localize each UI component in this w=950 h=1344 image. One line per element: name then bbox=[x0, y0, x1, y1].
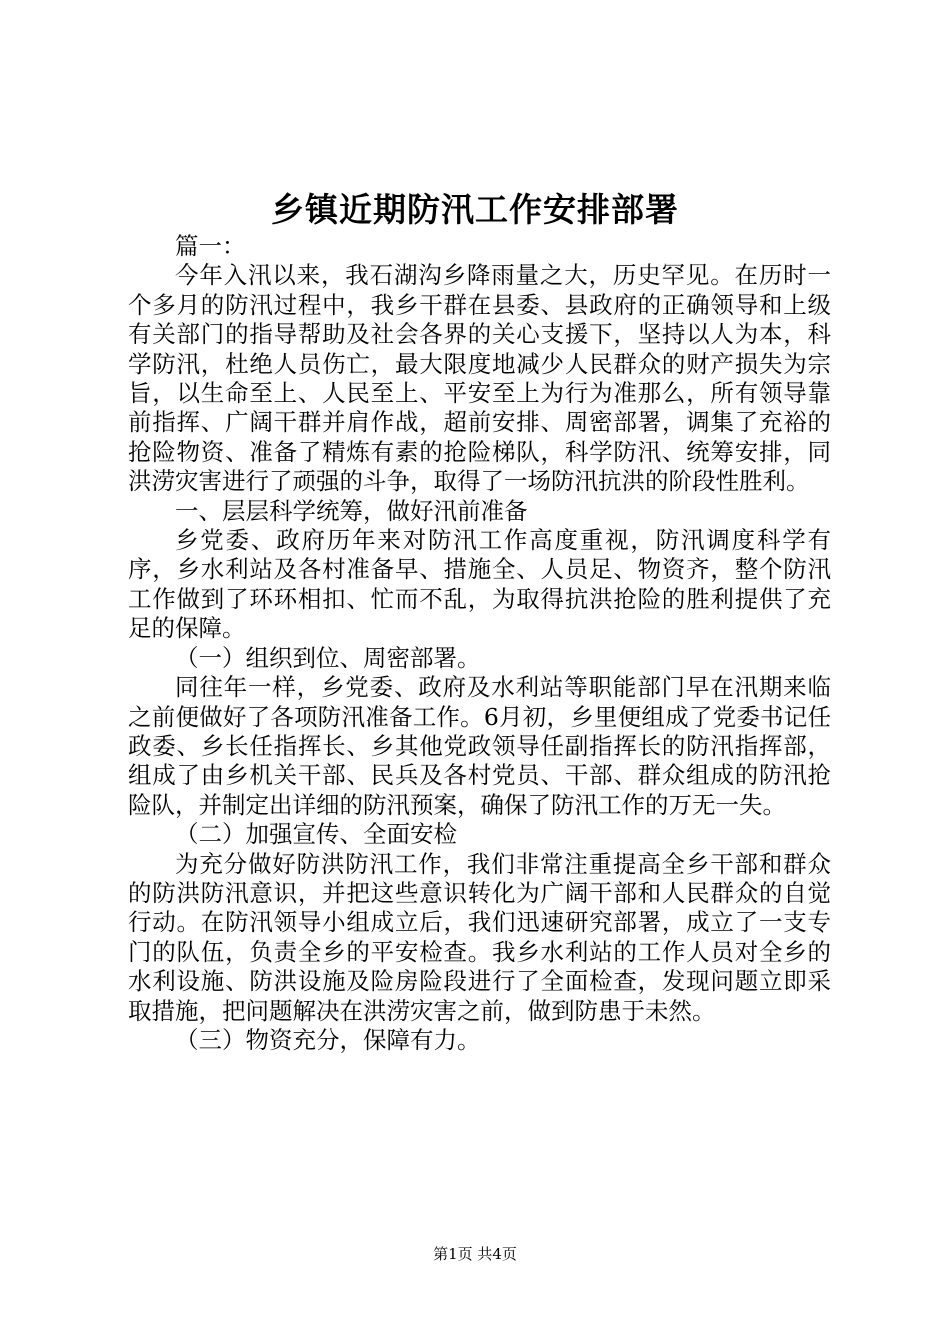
page-number: 第1页 共4页 bbox=[433, 1245, 517, 1263]
subsection-heading: （一）组织到位、周密部署。 bbox=[175, 643, 481, 672]
body-paragraph: 同往年一样，乡党委、政府及水利站等职能部门早在汛期来临之前便做好了各项防汛准备工作。6月初，乡里便组成了党委书记任政委、乡长任指挥长、乡其他党政领导任副指挥长的防汛指挥部，组成了由乡机关干部、民兵及各村党员、干部、群众组成的防汛抢险队，并制定出详细的防汛预案，确保了防汛工作的万无一失。 bbox=[128, 673, 831, 819]
body-paragraph: 乡党委、政府历年来对防汛工作高度重视，防汛调度科学有序，乡水利站及各村准备早、措施全、人员足、物资齐，整个防汛工作做到了环环相扣、忙而不乱，为取得抗洪抢险的胜利提供了充足的保障。 bbox=[128, 526, 831, 643]
subsection-heading: （三）物资充分，保障有力。 bbox=[175, 1025, 481, 1054]
subsection-heading: （二）加强宣传、全面安检 bbox=[175, 820, 457, 849]
body-paragraph: 今年入汛以来，我石湖沟乡降雨量之大，历史罕见。在历时一个多月的防汛过程中，我乡干群在县委、县政府的正确领导和上级有关部门的指导帮助及社会各界的关心支援下，坚持以人为本，科学防汛，杜绝人员伤亡，最大限度地减少人民群众的财产损失为宗旨，以生命至上、人民至上、平安至上为行为准那么，所有领导靠前指挥、广阔干群并肩作战，超前安排、周密部署，调集了充裕的抢险物资、准备了精炼有素的抢险梯队，科学防汛、统筹安排，同洪涝灾害进行了顽强的斗争，取得了一场防汛抗洪的阶段性胜利。 bbox=[128, 261, 831, 496]
section-heading: 一、层层科学统筹，做好汛前准备 bbox=[175, 496, 528, 525]
page-footer bbox=[0, 1243, 950, 1265]
document-body bbox=[128, 232, 831, 1055]
document-title: 乡镇近期防汛工作安排部署 bbox=[271, 190, 679, 229]
section-label: 篇一： bbox=[175, 232, 246, 260]
body-paragraph: 为充分做好防洪防汛工作，我们非常注重提高全乡干部和群众的防洪防汛意识，并把这些意识转化为广阔干部和人民群众的自觉行动。在防汛领导小组成立后，我们迅速研究部署，成立了一支专门的队伍，负责全乡的平安检查。我乡水利站的工作人员对全乡的水利设施、防洪设施及险房险段进行了全面检查，发现问题立即采取措施，把问题解决在洪涝灾害之前，做到防患于未然。 bbox=[128, 849, 831, 1025]
